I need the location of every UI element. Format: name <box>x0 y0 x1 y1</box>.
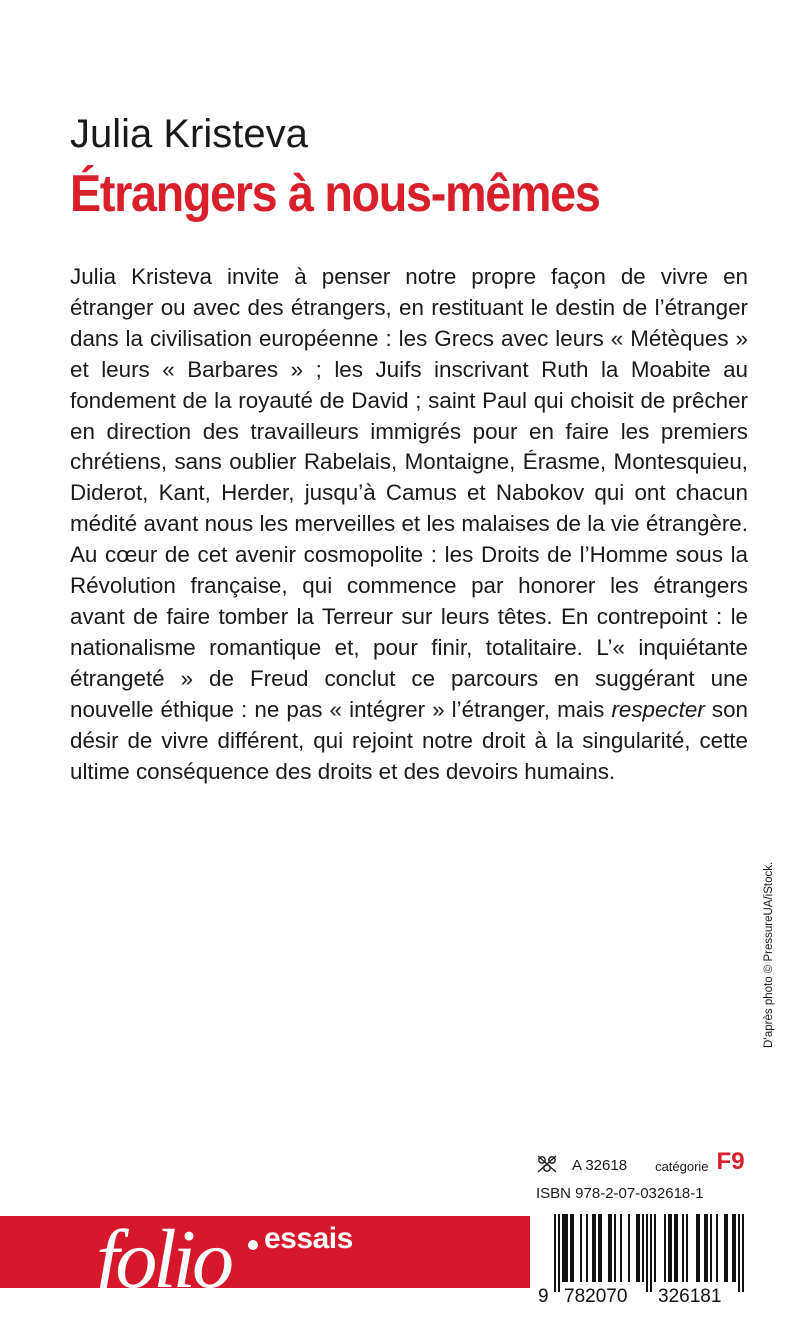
barcode-bar <box>562 1214 564 1282</box>
barcode-bar <box>726 1214 728 1282</box>
barcode-bar <box>646 1214 648 1292</box>
author-name: Julia Kristeva <box>70 112 308 156</box>
logo-essais-text: essais <box>264 1222 353 1255</box>
barcode-digits: 782070 <box>564 1286 628 1307</box>
barcode-bar <box>628 1214 630 1282</box>
blurb-part-2: son désir de vivre différent, qui rejoint notre droit à la singularité, cette ultime conséquence des droits et des devoirs humains. <box>70 696 748 784</box>
barcode-bar <box>676 1214 678 1282</box>
colophon <box>536 1148 766 1202</box>
barcode-bar <box>674 1214 676 1282</box>
barcode-bar <box>686 1214 688 1282</box>
barcode-bar <box>664 1214 666 1282</box>
barcode-bar <box>670 1214 672 1282</box>
barcode-bar <box>636 1214 638 1282</box>
barcode-bar <box>564 1214 566 1282</box>
barcode-bar <box>706 1214 708 1282</box>
barcode-bar <box>734 1214 736 1282</box>
barcode-bar <box>558 1214 560 1292</box>
blurb-part-1: Julia Kristeva invite à penser notre propre façon de vivre en étranger ou avec des étrangers, en restituant le destin de l’étranger dans la civilisation européenne : les Grecs avec leurs « Métèques » et leurs « Barbares » ; les Juifs inscrivant Ruth la Moabite au fondement de la royauté de David ; saint Paul qui choisit de prêcher en direction des travailleurs immigrés pour en faire les premiers chrétiens, sans oublier Rabelais, Montaigne, Érasme, Montesquieu, Diderot, Kant, Herder, jusqu’à Camus et Nabokov qui ont chacun médité avant nous les merveilles et les malaises de la vie étrangère. Au cœur de cet avenir cosmopolite : les Droits de l’Homme sous la Révolution française, qui commence par honorer les étrangers avant de faire tomber la Terreur sur leurs têtes. En contrepoint : le nationalisme romantique et, pour finir, totalitaire. L’« inquiétante étrangeté » de Freud conclut ce parcours en suggérant une nouvelle éthique : ne pas « intégrer » l’étranger, mais <box>70 264 748 722</box>
barcode-bar <box>592 1214 594 1282</box>
barcode-bar <box>698 1214 700 1282</box>
barcode-bar <box>650 1214 652 1292</box>
barcode-bar <box>742 1214 744 1292</box>
barcode-bar <box>642 1214 644 1282</box>
barcode-bar <box>710 1214 712 1282</box>
barcode-bar <box>594 1214 596 1282</box>
barcode-bar <box>716 1214 718 1282</box>
catalog-row <box>536 1148 766 1174</box>
catalog-code: A 32618 <box>572 1157 628 1174</box>
barcode-bar <box>696 1214 698 1282</box>
logo-dot <box>248 1240 258 1250</box>
barcode-bar <box>598 1214 600 1282</box>
barcode-digits: 326181 <box>658 1286 722 1307</box>
blurb-text <box>70 262 748 787</box>
barcode-bar <box>654 1214 656 1282</box>
category-label: catégorie <box>655 1159 709 1174</box>
barcode-bar <box>572 1214 574 1282</box>
barcode-graphic <box>536 1212 768 1308</box>
isbn: ISBN 978-2-07-032618-1 <box>536 1185 704 1202</box>
barcode-bar <box>638 1214 640 1282</box>
folio-essais-logo <box>96 1213 356 1318</box>
barcode-bar <box>554 1214 556 1292</box>
barcode-bar <box>570 1214 572 1282</box>
book-title: Étrangers à nous-mêmes <box>70 165 600 223</box>
gallimard-mark-icon <box>536 1154 558 1174</box>
barcode-bar <box>682 1214 684 1282</box>
barcode-bar <box>724 1214 726 1282</box>
barcode-bar <box>614 1214 616 1282</box>
barcode-bar <box>732 1214 734 1282</box>
barcode-digits: 9 <box>538 1286 549 1307</box>
barcode <box>536 1212 768 1308</box>
blurb-italic: respecter <box>611 696 705 722</box>
barcode-bar <box>668 1214 670 1282</box>
barcode-bar <box>738 1214 740 1292</box>
barcode-bar <box>586 1214 588 1282</box>
photo-credit: D’après photo © PressureUA/iStock. <box>763 861 775 1048</box>
barcode-bar <box>600 1214 602 1282</box>
barcode-bar <box>566 1214 568 1282</box>
logo-folio-text: folio <box>96 1213 231 1306</box>
barcode-bar <box>620 1214 622 1282</box>
barcode-bar <box>610 1214 612 1282</box>
category-value: F9 <box>716 1148 745 1175</box>
barcode-bar <box>608 1214 610 1282</box>
barcode-bar <box>580 1214 582 1282</box>
barcode-bar <box>704 1214 706 1282</box>
